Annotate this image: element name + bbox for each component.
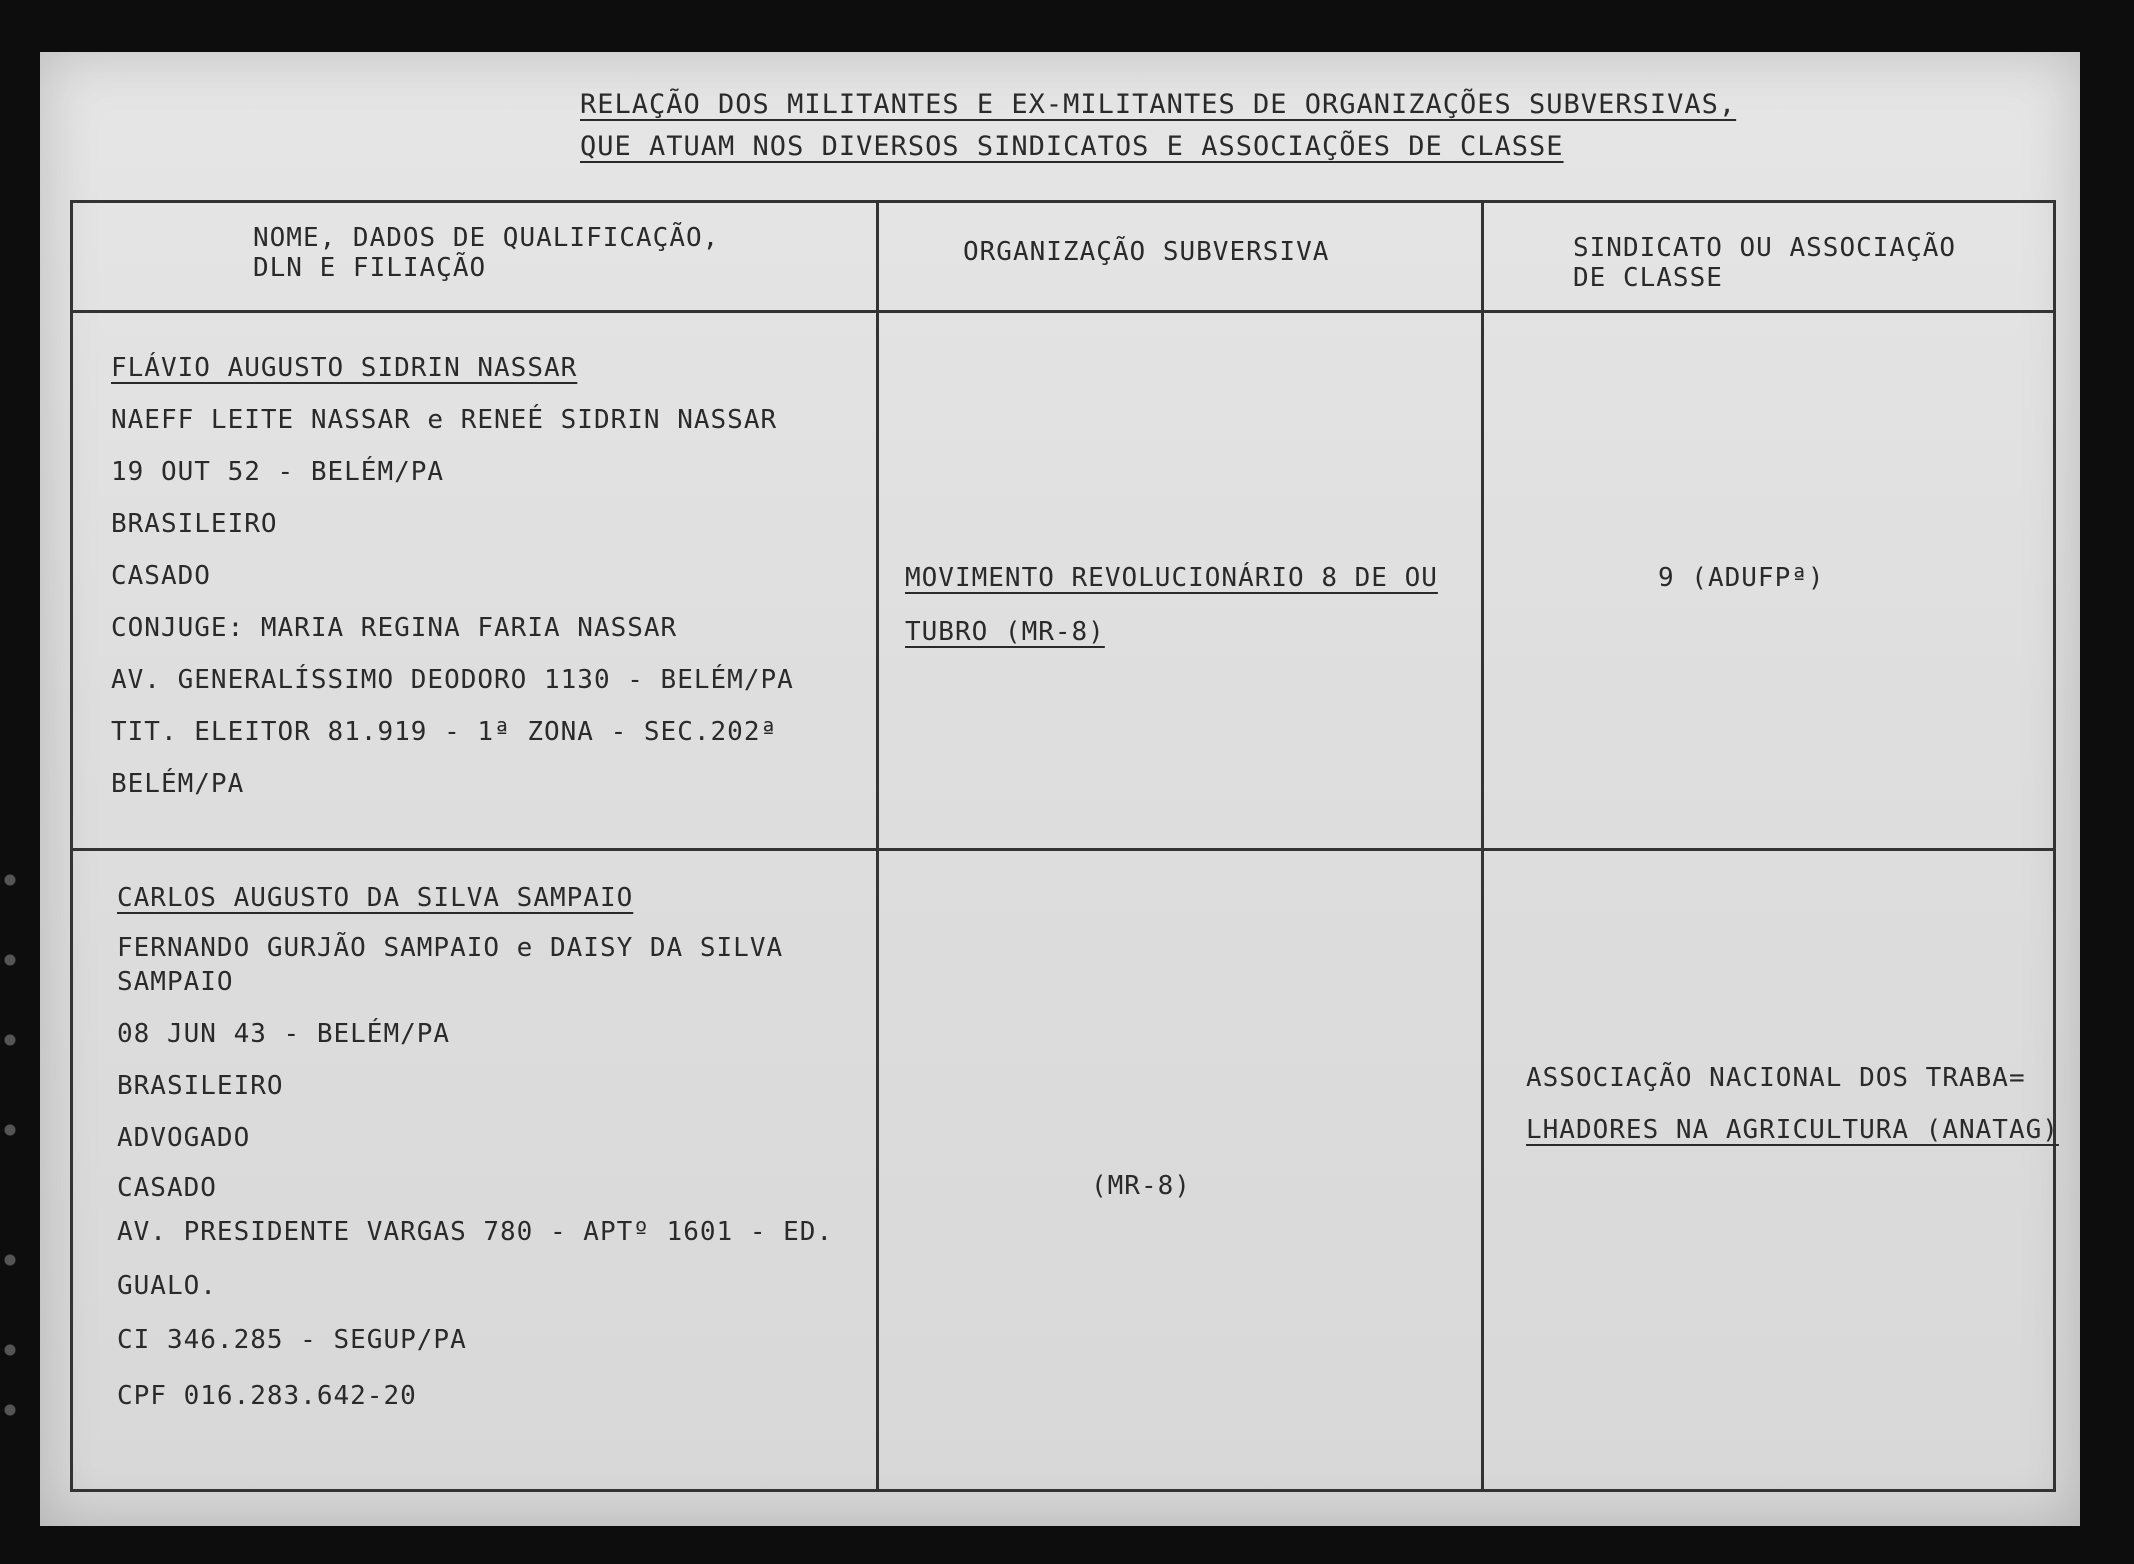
entry-2-detail: FERNANDO GURJÃO SAMPAIO e DAISY DA SILVA SAMPAIO [117,933,784,997]
entry-2-detail: AV. PRESIDENTE VARGAS 780 - APTº 1601 - ED. [117,1217,834,1247]
entry-2-detail: 08 JUN 43 - BELÉM/PA [117,1019,451,1049]
entry-1-detail: NAEFF LEITE NASSAR e RENEÉ SIDRIN NASSAR [111,405,778,435]
entry-1-organization-line-2: TUBRO (MR-8) [905,617,1105,647]
title-line-1: RELAÇÃO DOS MILITANTES E EX-MILITANTES DE ORGANIZAÇÕES SUBVERSIVAS, [580,89,1737,120]
entry-1-detail: CONJUGE: MARIA REGINA FARIA NASSAR [111,613,678,643]
header-name-line-2: DLN E FILIAÇÃO [253,253,487,283]
entry-2-association-line-1: ASSOCIAÇÃO NACIONAL DOS TRABA= [1526,1063,2026,1093]
entry-2-association-line-2: LHADORES NA AGRICULTURA (ANATAG) [1526,1115,2059,1145]
entry-1-detail: CASADO [111,561,211,591]
entry-2-detail: CASADO [117,1173,217,1203]
entry-1-organization-line-1: MOVIMENTO REVOLUCIONÁRIO 8 DE OU [905,563,1438,593]
entry-1-detail: AV. GENERALÍSSIMO DEODORO 1130 - BELÉM/PA [111,665,794,695]
entry-1-association-line-1: 9 (ADUFPª) [1658,563,1825,593]
header-organization: ORGANIZAÇÃO SUBVERSIVA [963,237,1330,267]
column-divider-2 [1481,203,1484,1492]
entry-1-detail: 19 OUT 52 - BELÉM/PA [111,457,445,487]
entry-1-detail: BELÉM/PA [111,769,245,799]
row-divider [73,848,2053,851]
entry-2-detail: CI 346.285 - SEGUP/PA [117,1325,467,1355]
header-association [1573,233,1956,293]
header-name-line-1: NOME, DADOS DE QUALIFICAÇÃO, [253,223,720,253]
records-table [70,200,2059,1492]
entry-1-detail: BRASILEIRO [111,509,278,539]
column-divider-1 [876,203,879,1492]
header-association-line-1: SINDICATO OU ASSOCIAÇÃO [1573,233,1957,263]
header-bottom-rule [73,310,2053,313]
entry-2-detail: BRASILEIRO [117,1071,284,1101]
entry-2-detail: CPF 016.283.642-20 [117,1381,417,1411]
header-association-line-2: DE CLASSE [1573,263,1723,293]
entry-2-organization-line-1: (MR-8) [1091,1171,1191,1201]
entry-1-name: FLÁVIO AUGUSTO SIDRIN NASSAR [111,353,578,383]
title-line-2: QUE ATUAM NOS DIVERSOS SINDICATOS E ASSOCIAÇÕES DE CLASSE [580,131,1564,162]
entry-2-detail: ADVOGADO [117,1123,251,1153]
entry-2-name: CARLOS AUGUSTO DA SILVA SAMPAIO [117,883,634,913]
entry-2-detail: GUALO. [117,1271,217,1301]
document-title [580,84,1736,168]
header-name-data [253,223,719,283]
entry-1-detail: TIT. ELEITOR 81.919 - 1ª ZONA - SEC.202ª [111,717,778,747]
